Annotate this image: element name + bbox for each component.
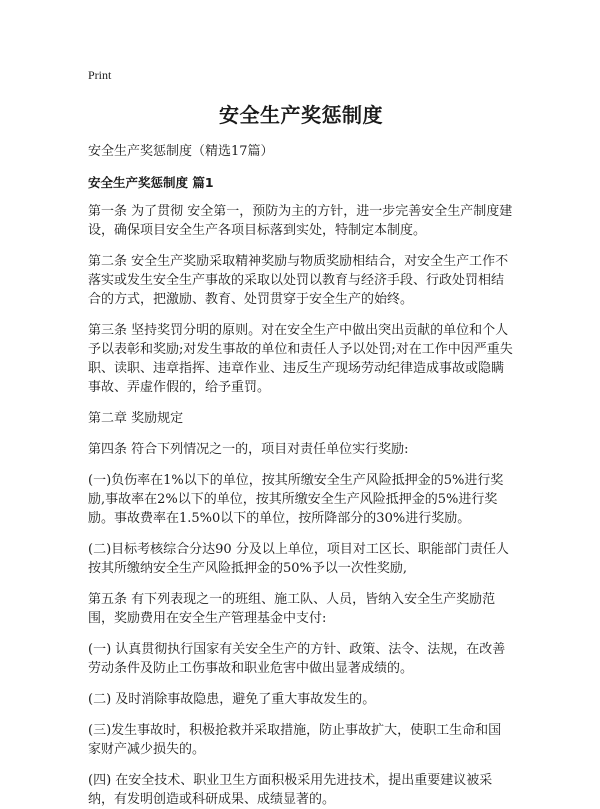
print-link[interactable]: Print xyxy=(88,68,112,82)
document-title: 安全生产奖惩制度 xyxy=(219,103,383,127)
paragraph-article-4: 第四条 符合下列情况之一的，项目对责任单位实行奖励: xyxy=(88,442,409,457)
paragraph-item-2: (二)目标考核综合分达90 分及以上单位，项目对工区长、职能部门责任人按其所缴纳安全生产风险抵押金的50%予以一次性奖励, xyxy=(88,542,509,576)
paragraph-item-1: (一)负伤率在1%以下的单位，按其所缴安全生产风险抵押金的5%进行奖励,事故率在2%以下的单位，按其所缴安全生产风险抵押金的5%进行奖励。事故费率在1.5%0以下的单位，按所降部分的30%进行奖励。 xyxy=(88,473,504,526)
paragraph-reward-2: (二) 及时消除事故隐患，避免了重大事故发生的。 xyxy=(88,692,376,707)
chapter-heading: 第二章 奖励规定 xyxy=(88,411,184,426)
paragraph-reward-4: (四) 在安全技术、职业卫生方面积极采用先进技术，提出重要建议被采纳，有发明创造或科研成果、成绩显著的。 xyxy=(88,773,493,807)
paragraph-article-2: 第二条 安全生产奖励采取精神奖励与物质奖励相结合，对安全生产工作不落实或发生安全生产事故的采取以处罚以教育与经济手段、行政处罚相结合的方式，把激励、教育、处罚贯穿于安全生产的始终。 xyxy=(88,254,509,307)
paragraph-article-3: 第三条 坚持奖罚分明的原则。对在安全生产中做出突出贡献的单位和个人予以表彰和奖励;对发生事故的单位和责任人予以处罚;对在工作中因严重失职、读职、违章指挥、违章作业、违反生产现场劳动纪律造成事故或隐瞒事故、弄虚作假的，给予重罚。 xyxy=(88,323,513,395)
section-heading: 安全生产奖惩制度 篇1 xyxy=(88,175,214,190)
paragraph-article-1: 第一条 为了贯彻 安全第一，预防为主的方针，进一步完善安全生产制度建设，确保项目安全生产各项目标落到实处，特制定本制度。 xyxy=(88,204,513,238)
paragraph-reward-3: (三)发生事故时，积极抢救并采取措施，防止事故扩大，使职工生命和国家财产减少损失的。 xyxy=(88,723,502,757)
paragraph-reward-1: (一) 认真贯彻执行国家有关安全生产的方针、政策、法令、法规，在改善劳动条件及防止工伤事故和职业危害中做出显著成绩的。 xyxy=(88,642,506,676)
paragraph-article-5: 第五条 有下列表现之一的班组、施工队、人员，皆纳入安全生产奖励范围，奖励费用在安全生产管理基金中支付: xyxy=(88,592,496,626)
document-subtitle: 安全生产奖惩制度（精选17篇） xyxy=(88,144,274,159)
